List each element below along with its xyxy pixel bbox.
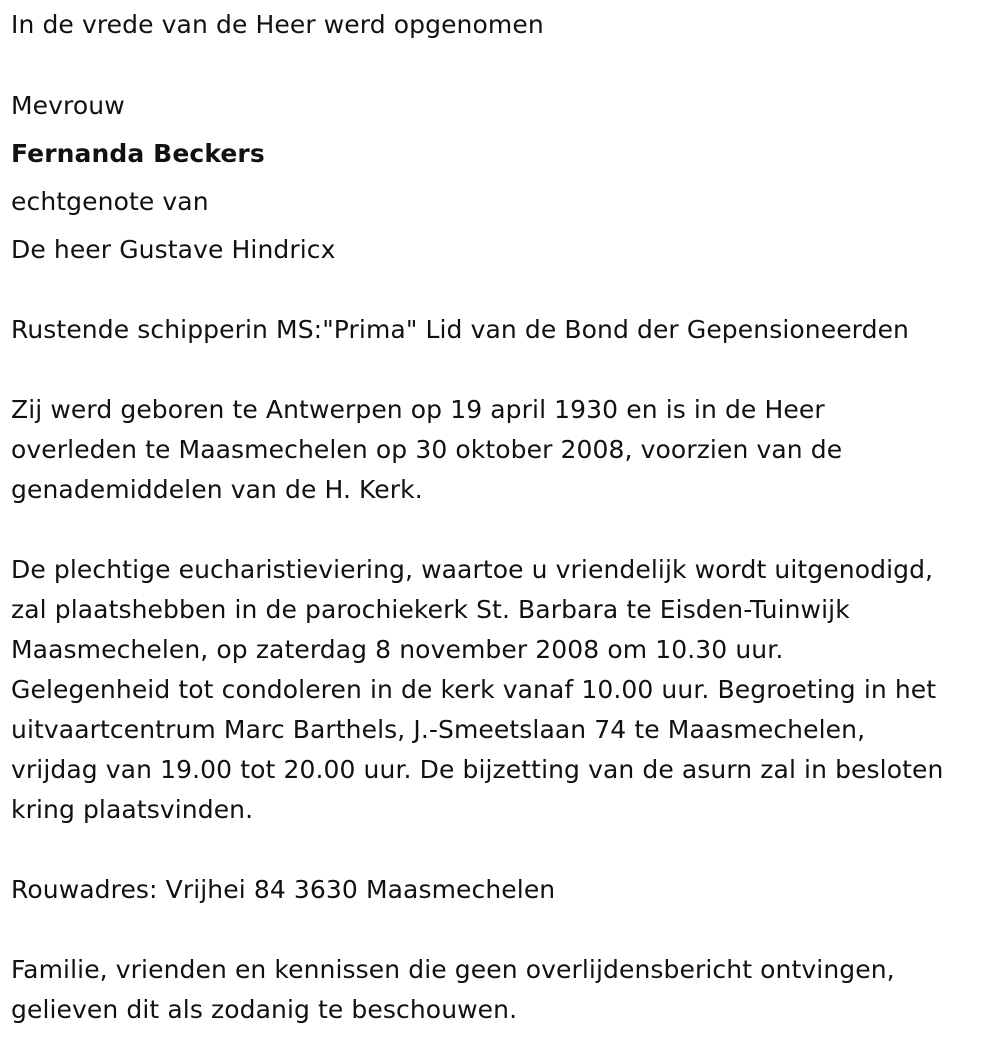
paragraph-line: Gelegenheid tot condoleren in de kerk vanaf 10.00 uur. Begroeting in het xyxy=(11,675,937,704)
occupation-line: Rustende schipperin MS:"Prima" Lid van de Bond der Gepensioneerden xyxy=(11,315,910,344)
paragraph-line: uitvaartcentrum Marc Barthels, J.-Smeetslaan 74 te Maasmechelen, xyxy=(11,715,866,744)
intro-line: In de vrede van de Heer werd opgenomen xyxy=(11,10,544,39)
paragraph-line: genademiddelen van de H. Kerk. xyxy=(11,475,423,504)
deceased-name: Fernanda Beckers xyxy=(11,139,265,168)
spouse-name: De heer Gustave Hindricx xyxy=(11,235,336,264)
paragraph-line: De plechtige eucharistieviering, waartoe u vriendelijk wordt uitgenodigd, xyxy=(11,555,934,584)
mourning-address: Rouwadres: Vrijhei 84 3630 Maasmechelen xyxy=(11,875,556,904)
paragraph-line: Zij werd geboren te Antwerpen op 19 april 1930 en is in de Heer xyxy=(11,395,825,424)
paragraph-line: zal plaatshebben in de parochiekerk St. Barbara te Eisden-Tuinwijk xyxy=(11,595,850,624)
paragraph-line: gelieven dit als zodanig te beschouwen. xyxy=(11,995,518,1024)
salutation: Mevrouw xyxy=(11,91,125,120)
paragraph-line: vrijdag van 19.00 tot 20.00 uur. De bijzetting van de asurn zal in besloten xyxy=(11,755,944,784)
paragraph-line: Familie, vrienden en kennissen die geen overlijdensbericht ontvingen, xyxy=(11,955,895,984)
paragraph-line: kring plaatsvinden. xyxy=(11,795,254,824)
relation-line: echtgenote van xyxy=(11,187,209,216)
paragraph-line: overleden te Maasmechelen op 30 oktober 2008, voorzien van de xyxy=(11,435,843,464)
paragraph-line: Maasmechelen, op zaterdag 8 november 2008 om 10.30 uur. xyxy=(11,635,784,664)
